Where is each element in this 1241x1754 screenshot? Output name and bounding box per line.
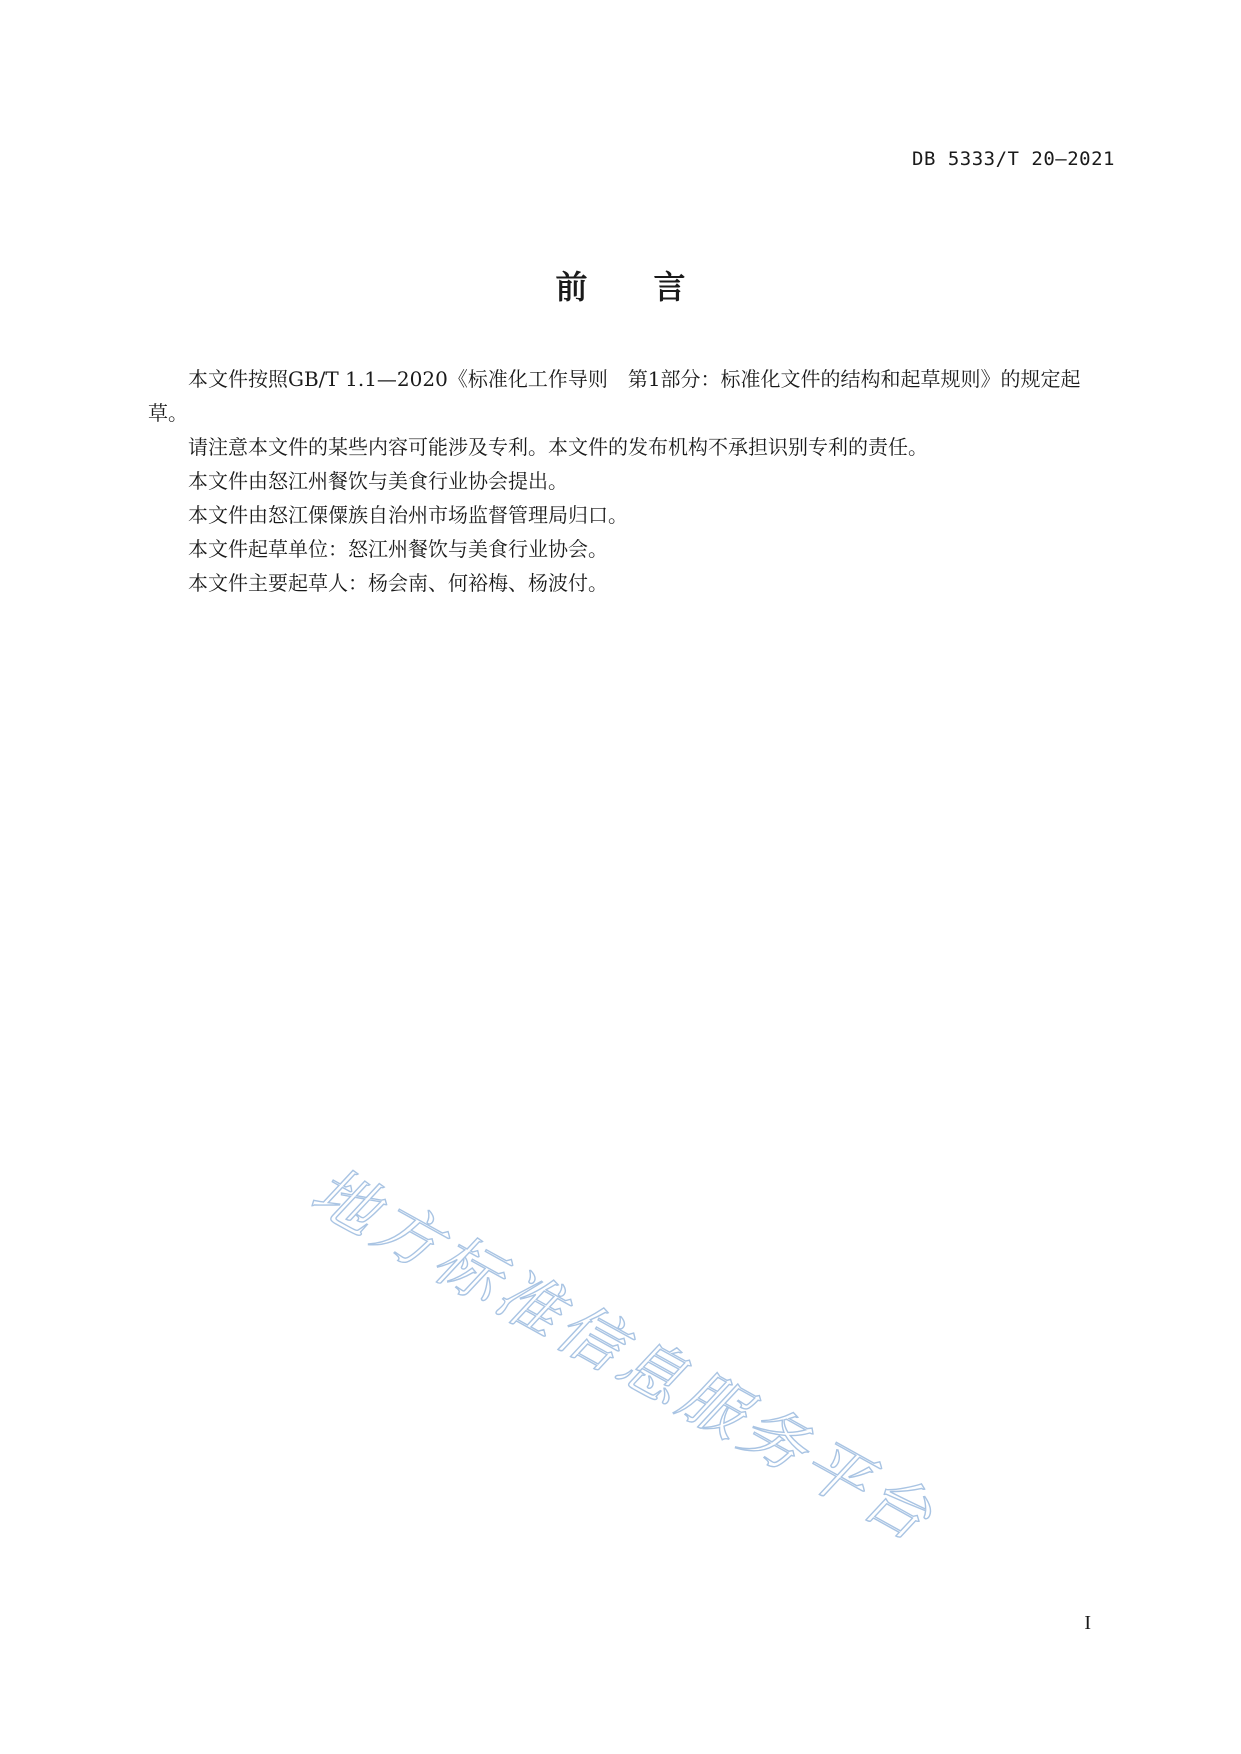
page-number: I: [1084, 1612, 1091, 1634]
foreword-paragraph: 本文件起草单位：怒江州餐饮与美食行业协会。: [188, 537, 608, 561]
foreword-paragraph: 本文件按照GB/T 1.1—2020《标准化工作导则 第1部分：标准化文件的结构和起草规则》的规定起草。: [148, 367, 1081, 425]
foreword-paragraph: 请注意本文件的某些内容可能涉及专利。本文件的发布机构不承担识别专利的责任。: [188, 435, 928, 459]
foreword-paragraph: 本文件由怒江傈僳族自治州市场监督管理局归口。: [188, 503, 628, 527]
document-code: DB 5333/T 20—2021: [912, 148, 1115, 170]
foreword-paragraph: 本文件由怒江州餐饮与美食行业协会提出。: [188, 469, 568, 493]
page-title: 前言: [555, 268, 752, 306]
foreword-body: [148, 362, 1118, 600]
foreword-paragraph: 本文件主要起草人：杨会南、何裕梅、杨波付。: [188, 571, 608, 595]
watermark: 地方标准信息服务平台: [299, 1153, 948, 1558]
